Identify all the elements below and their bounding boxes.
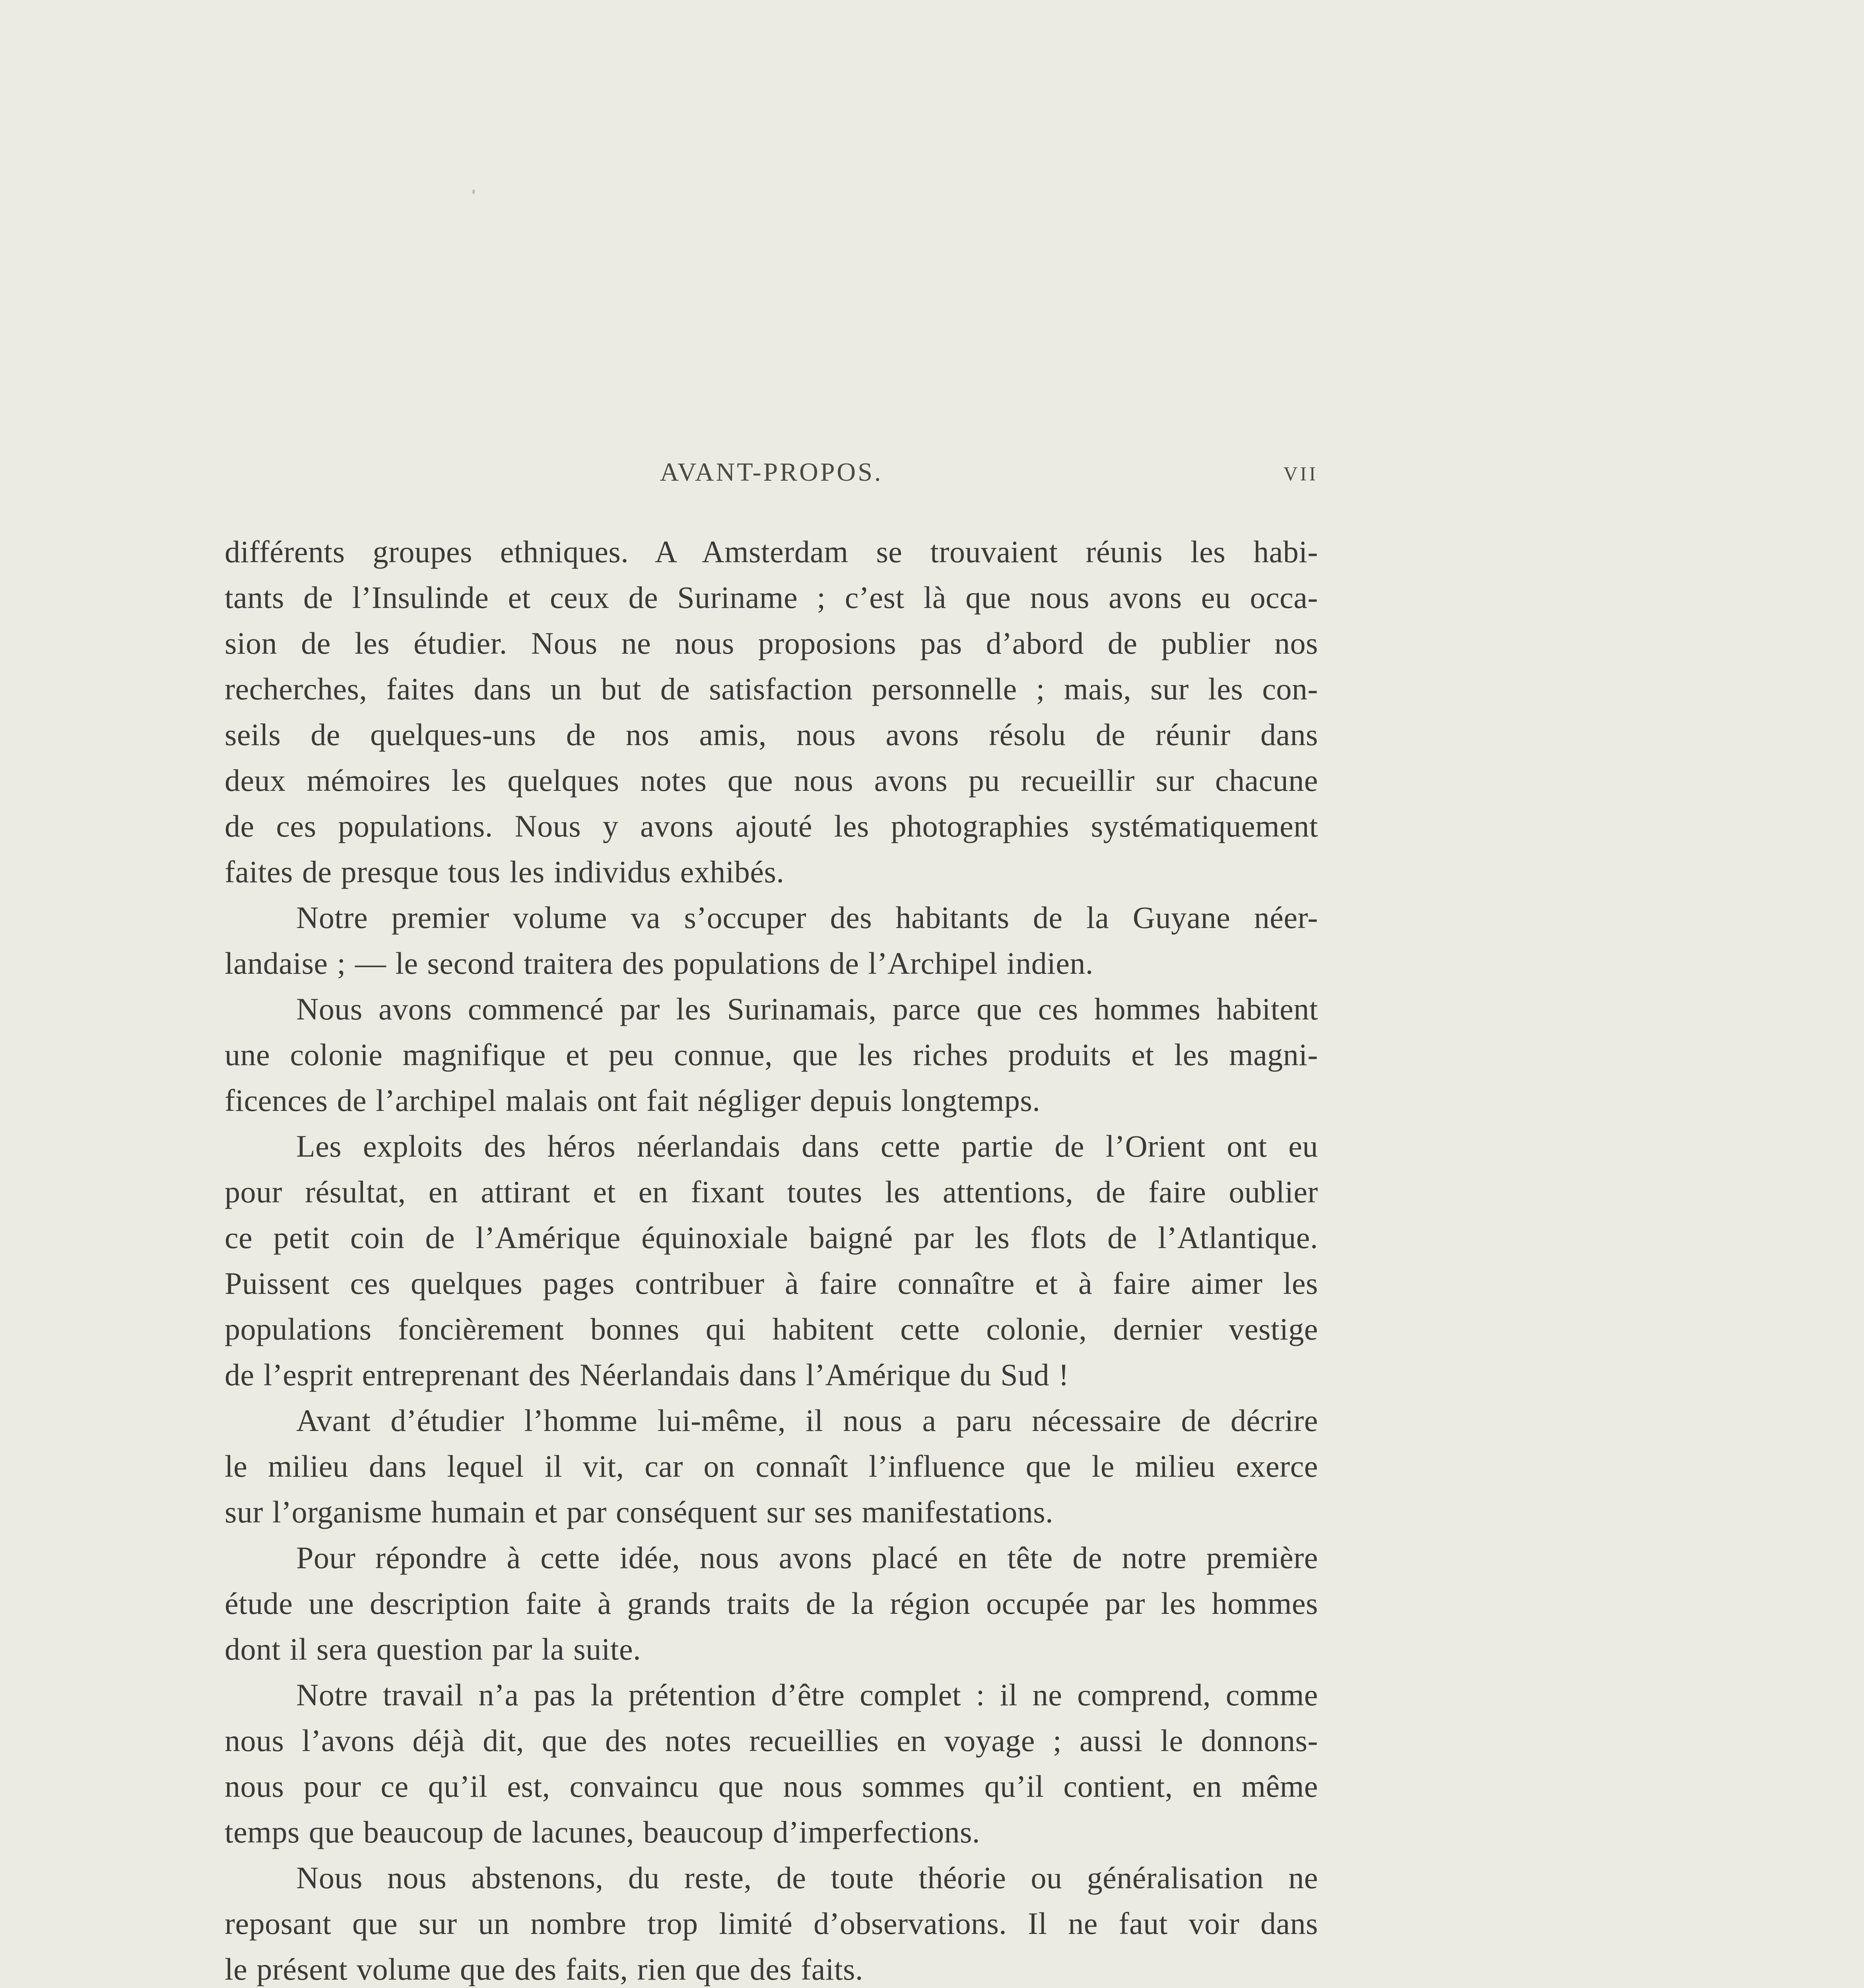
text-line: Notre travail n’a pas la prétention d’être complet : il ne comprend, comme bbox=[296, 1677, 1318, 1712]
text-line: Pour répondre à cette idée, nous avons placé en tête de notre première bbox=[296, 1540, 1318, 1575]
text-line: ce petit coin de l’Amérique équinoxiale baigné par les flots de l’Atlantique. bbox=[225, 1220, 1318, 1255]
text-line: dont il sera question par la suite. bbox=[225, 1632, 641, 1666]
text-line: Puissent ces quelques pages contribuer à faire connaître et à faire aimer les bbox=[225, 1266, 1318, 1301]
text-line: Nous avons commencé par les Surinamais, parce que ces hommes habitent bbox=[296, 992, 1318, 1026]
text-line: nous l’avons déjà dit, que des notes recueillies en voyage ; aussi le donnons- bbox=[225, 1723, 1318, 1758]
text-line: landaise ; — le second traitera des populations de l’Archipel indien. bbox=[225, 946, 1094, 980]
text-line: deux mémoires les quelques notes que nous avons pu recueillir sur chacune bbox=[225, 763, 1318, 798]
text-line: faites de presque tous les individus exhibés. bbox=[225, 854, 784, 889]
text-line: pour résultat, en attirant et en fixant toutes les attentions, de faire oublier bbox=[225, 1175, 1318, 1209]
text-line: étude une description faite à grands traits de la région occupée par les hommes bbox=[225, 1586, 1318, 1621]
text-line: Les exploits des héros néerlandais dans cette partie de l’Orient ont eu bbox=[296, 1129, 1318, 1163]
text-line: le présent volume que des faits, rien que des faits. bbox=[225, 1952, 864, 1986]
running-title: AVANT-PROPOS. bbox=[660, 458, 883, 487]
text-line: une colonie magnifique et peu connue, que les riches produits et les magni- bbox=[225, 1037, 1318, 1072]
text-line: tants de l’Insulinde et ceux de Suriname ; c’est là que nous avons eu occa- bbox=[225, 580, 1318, 615]
paper-speck bbox=[472, 189, 475, 194]
text-line: ficences de l’archipel malais ont fait négliger depuis longtemps. bbox=[225, 1083, 1041, 1118]
body-text bbox=[225, 529, 1318, 1988]
text-line: reposant que sur un nombre trop limité d’observations. Il ne faut voir dans bbox=[225, 1906, 1318, 1941]
text-line: nous pour ce qu’il est, convaincu que nous sommes qu’il contient, en même bbox=[225, 1769, 1318, 1804]
text-line: de l’esprit entreprenant des Néerlandais dans l’Amérique du Sud ! bbox=[225, 1357, 1069, 1392]
text-line: différents groupes ethniques. A Amsterdam se trouvaient réunis les habi- bbox=[225, 534, 1318, 569]
text-line: sur l’organisme humain et par conséquent sur ses manifestations. bbox=[225, 1495, 1054, 1529]
text-line: temps que beaucoup de lacunes, beaucoup d’imperfections. bbox=[225, 1815, 980, 1849]
page-number: VII bbox=[1283, 462, 1318, 485]
text-line: Avant d’étudier l’homme lui-même, il nous a paru nécessaire de décrire bbox=[296, 1403, 1318, 1438]
text-line: recherches, faites dans un but de satisfaction personnelle ; mais, sur les con- bbox=[225, 672, 1318, 706]
running-head bbox=[225, 457, 1318, 505]
text-line: sion de les étudier. Nous ne nous proposions pas d’abord de publier nos bbox=[225, 626, 1318, 660]
text-line: populations foncièrement bonnes qui habitent cette colonie, dernier vestige bbox=[225, 1312, 1318, 1346]
text-line: le milieu dans lequel il vit, car on connaît l’influence que le milieu exerce bbox=[225, 1449, 1318, 1483]
text-line: Nous nous abstenons, du reste, de toute théorie ou généralisation ne bbox=[296, 1860, 1318, 1895]
text-line: seils de quelques-uns de nos amis, nous avons résolu de réunir dans bbox=[225, 717, 1318, 752]
text-line: Notre premier volume va s’occuper des habitants de la Guyane néer- bbox=[296, 900, 1318, 935]
text-line: de ces populations. Nous y avons ajouté les photographies systématiquement bbox=[225, 809, 1318, 843]
